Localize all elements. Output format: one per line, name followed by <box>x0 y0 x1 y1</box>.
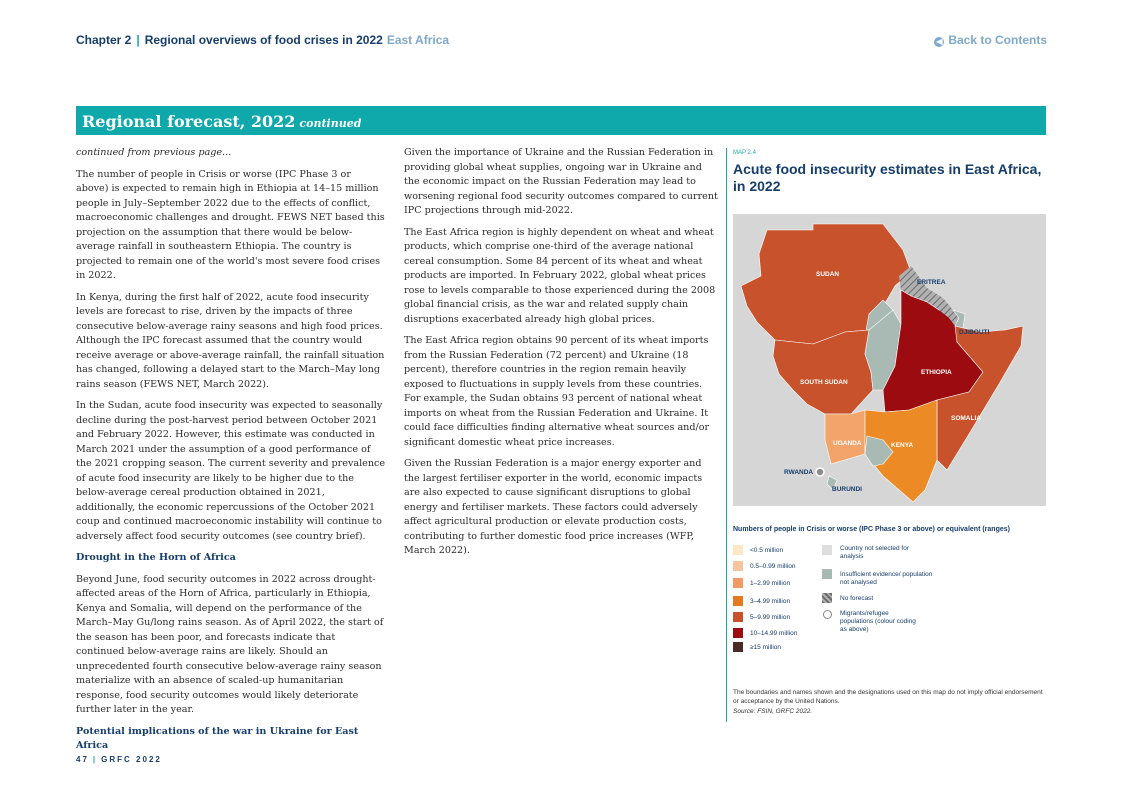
region-name: East Africa <box>386 33 450 47</box>
banner-title-wrap <box>82 112 361 131</box>
map-title: Acute food insecurity estimates in East Africa, in 2022 <box>733 161 1042 194</box>
subheading-drought: Drought in the Horn of Africa <box>76 552 236 563</box>
paragraph-wheat-imports: The East Africa region obtains 90 percent of its wheat imports from the Russian Federation (72 percent) and Ukraine (18 percent), therefore countries in the region remain heavily exposed to fluctuations in supply levels from these countries. For example, the Sudan obtains 93 percent of national wheat imports on wheat from the Russian Federation and Ukraine. It could face difficulties finding alternative wheat sources and/or significant domestic wheat price increases. <box>404 335 710 448</box>
map-note <box>733 689 1043 717</box>
legend-swatch-6 <box>733 628 743 638</box>
back-link-label: Back to Contents <box>948 33 1047 47</box>
east-africa-map <box>733 214 1046 506</box>
chapter-header <box>76 33 449 47</box>
map-source: Source: FSIN, GRFC 2022. <box>733 708 813 715</box>
map-panel-rule <box>726 148 727 722</box>
legend-label-5: 5–9.99 million <box>750 614 791 621</box>
back-arrow-icon: ◀ <box>936 37 943 46</box>
footer-separator: | <box>92 755 98 764</box>
chapter-label: Chapter 2 <box>76 33 132 47</box>
page-footer <box>76 755 162 764</box>
text-column-1 <box>76 146 386 761</box>
legend-label-2: 0.5–0.99 million <box>750 563 796 570</box>
legend-label-migrants: Migrants/refugee populations (colour coding as above) <box>840 610 916 633</box>
paragraph-wheat-dependence: The East Africa region is highly dependent on wheat and wheat products, which comprise one-third of the average national cereal consumption. Some 84 percent of its wheat and wheat products are imported. In February 2022, global wheat prices rose to levels comparable to those experienced during the 2008 global financial crisis, as the war and related supply chain disruptions exacerbated already high global prices. <box>404 226 716 325</box>
publication-name: GRFC 2022 <box>101 755 162 764</box>
continued-note: continued from previous page... <box>76 147 232 158</box>
paragraph-drought: Beyond June, food security outcomes in 2022 across drought-affected areas of the Horn of Africa, particularly in Ethiopia, Kenya and Somalia, will depend on the performance of the March–May Gu/long rains season. As of April 2022, the start of the season has been poor, and forecasts indicate that continued below-average rains are likely. Should an unprecedented fourth consecutive below-average rainy season materialize with an absence of scaled-up humanitarian response, food security outcomes would likely deteriorate further later in the year. <box>76 573 384 715</box>
paragraph-energy-fertiliser: Given the Russian Federation is a major energy exporter and the largest fertiliser exporter in the world, economic impacts are also expected to cause significant disruptions to global energy and fertiliser markets. These factors could adversely affect agricultural production or elevate production costs, contributing to further domestic food price increases (WFP, March 2022). <box>404 458 703 556</box>
legend-swatch-3 <box>733 578 743 588</box>
legend-label-insufficient: Insufficient evidence/ population not analysed <box>840 571 933 586</box>
legend-label-no-forecast: No forecast <box>840 595 874 602</box>
legend-label-7: ≥15 million <box>750 644 782 651</box>
label-sudan: SUDAN <box>816 271 840 278</box>
back-to-contents-link[interactable] <box>934 33 1047 47</box>
legend-swatch-1 <box>733 545 743 555</box>
legend-swatch-5 <box>733 612 743 622</box>
label-uganda: UGANDA <box>833 440 862 447</box>
paragraph-sudan: In the Sudan, acute food insecurity was expected to seasonally decline during the post-harvest period between October 2021 and February 2022. However, this estimate was conducted in March 2021 under the assumption of a good performance of the 2021 cropping season. The current severity and prevalence of acute food insecurity are likely to be higher due to the below-average cereal production obtained in 2021, additionally, the economic repercussions of the October 2021 coup and continued macroeconomic instability will continue to adversely affect food security outcomes (see country brief). <box>76 400 386 542</box>
paragraph-wheat-supplies: Given the importance of Ukraine and the Russian Federation in providing global wheat supplies, ongoing war in Ukraine and the economic impact on the Russian Federation may lead to worsening regional food security outcomes compared to current IPC projections through mid-2022. <box>404 147 718 216</box>
paragraph-ethiopia: The number of people in Crisis or worse (IPC Phase 3 or above) is expected to remain high in Ethiopia at 14–15 million people in July–September 2022 due to the effects of conflict, macroeconomic challenges and drought. FEWS NET based this projection on the assumption that there would be below-average rainfall in southeastern Ethiopia. The country is projected to remain one of the world's most severe food crises in 2022. <box>76 168 385 281</box>
legend-label-not-selected: Country not selected for analysis <box>840 545 910 560</box>
legend-label-1: <0.5 million <box>750 547 784 554</box>
map-disclaimer: The boundaries and names shown and the designations used on this map do not imply official endorsement or acceptance by the United Nations. <box>733 689 1043 705</box>
label-rwanda: RWANDA <box>784 469 814 476</box>
label-south-sudan: SOUTH SUDAN <box>800 379 848 386</box>
subheading-ukraine: Potential implications of the war in Ukraine for East Africa <box>76 725 359 751</box>
label-djibouti: DJIBOUTI <box>959 329 990 336</box>
legend-swatch-7 <box>733 642 743 652</box>
legend-label-4: 3–4.99 million <box>750 598 791 605</box>
legend-swatch-not-selected <box>822 545 832 555</box>
migrants-circle-icon <box>823 610 832 619</box>
label-burundi: BURUNDI <box>832 486 862 493</box>
map-svg <box>733 214 1046 506</box>
map-label: MAP 2.4 <box>733 150 756 156</box>
legend-swatch-insufficient <box>822 569 832 579</box>
paragraph-kenya: In Kenya, during the first half of 2022, acute food insecurity levels are forecast to rise, driven by the impacts of three consecutive below-average rainy seasons and high food prices. Although the IPC forecast assumed that the country would receive average or above-average rainfall, the rainfall situation has changed, following a delayed start to the March–May long rains season (FEWS NET, March 2022). <box>76 291 385 390</box>
label-eritrea: ERITREA <box>917 279 946 286</box>
legend-swatch-4 <box>733 596 743 606</box>
text-column-2 <box>404 146 719 566</box>
legend-label-6: 10–14.99 million <box>750 630 798 637</box>
legend-label-3: 1–2.99 million <box>750 580 791 587</box>
section-title: Regional overviews of food crises in 2022 <box>144 33 383 47</box>
legend-title: Numbers of people in Crisis or worse (IPC Phase 3 or above) or equivalent (ranges) <box>733 526 1010 533</box>
label-ethiopia: ETHIOPIA <box>921 369 952 376</box>
banner-continued: continued <box>299 117 362 130</box>
label-somalia: SOMALIA <box>951 415 981 422</box>
legend-swatch-2 <box>733 561 743 571</box>
label-kenya: KENYA <box>891 442 914 449</box>
banner-title: Regional forecast, 2022 <box>82 112 296 131</box>
rwanda-migrant-marker <box>816 468 824 476</box>
legend-swatch-no-forecast <box>822 593 832 603</box>
section-banner <box>76 106 1046 135</box>
header-separator: | <box>136 33 140 47</box>
page-number: 47 <box>76 755 89 764</box>
country-uganda <box>825 410 865 464</box>
